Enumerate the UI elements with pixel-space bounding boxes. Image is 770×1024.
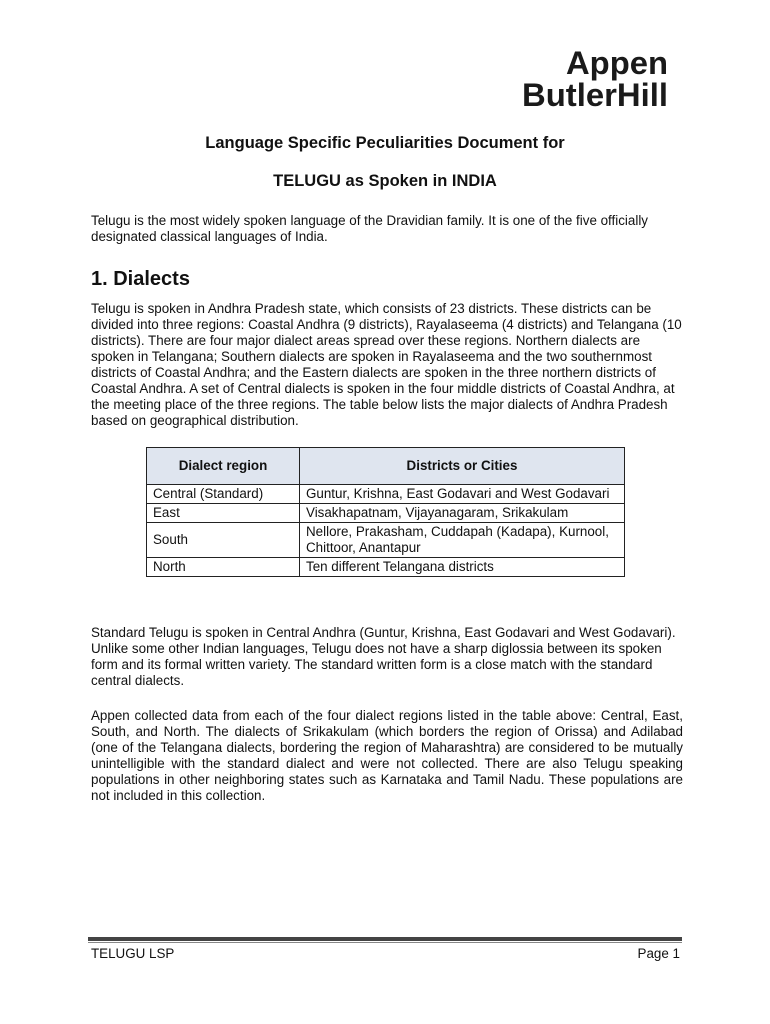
section-heading-dialects: 1. Dialects: [91, 268, 190, 290]
table-cell-districts: Guntur, Krishna, East Godavari and West Godavari: [300, 485, 625, 504]
logo-line-2: ButlerHill: [522, 77, 668, 110]
document-title: Language Specific Peculiarities Document for: [205, 134, 565, 152]
dialect-table: [146, 447, 625, 577]
table-cell-region: Central (Standard): [147, 485, 300, 504]
footer-document-name: TELUGU LSP: [91, 946, 175, 961]
table-header-districts: Districts or Cities: [300, 448, 625, 485]
table-cell-districts: Ten different Telangana districts: [300, 558, 625, 577]
table-cell-region: South: [147, 523, 300, 558]
footer-divider-thin: [88, 942, 682, 943]
document-subtitle: TELUGU as Spoken in INDIA: [273, 172, 497, 190]
table-header-dialect-region: Dialect region: [147, 448, 300, 485]
table-row: [147, 485, 625, 504]
table-row: [147, 504, 625, 523]
dialects-paragraph: Telugu is spoken in Andhra Pradesh state, which consists of 23 districts. These districts can be divided into three regions: Coastal Andhra (9 districts), Rayalaseema (4 districts) and Telangana (10 districts). There are four major dialect areas spread over these regions. Northern dialects are spoken in Telangana; Southern dialects are spoken in Rayalaseema and the two southernmost districts of Coastal Andhra; and the Eastern dialects are spoken in the three northern districts of Coastal Andhra. A set of Central dialects is spoken in the four middle districts of Coastal Andhra, at the meeting place of the three regions. The table below lists the major dialects of Andhra Pradesh based on geographical distribution.: [91, 301, 682, 428]
footer-page-number: Page 1: [637, 946, 680, 961]
appen-butlerhill-logo: [520, 44, 670, 110]
table-row: [147, 523, 625, 558]
logo-line-1: Appen: [566, 45, 668, 81]
table-header-row: [147, 448, 625, 485]
table-cell-region: North: [147, 558, 300, 577]
table-cell-districts: Visakhapatnam, Vijayanagaram, Srikakulam: [300, 504, 625, 523]
intro-paragraph: Telugu is the most widely spoken language of the Dravidian family. It is one of the five officially designated classical languages of India.: [91, 213, 648, 244]
table-row: [147, 558, 625, 577]
table-cell-districts: Nellore, Prakasham, Cuddapah (Kadapa), Kurnool, Chittoor, Anantapur: [300, 523, 625, 558]
table-cell-region: East: [147, 504, 300, 523]
standard-telugu-paragraph: Standard Telugu is spoken in Central Andhra (Guntur, Krishna, East Godavari and West Godavari). Unlike some other Indian languages, Telugu does not have a sharp diglossia between its spoken form and its formal written variety. The standard written form is a close match with the standard central dialects.: [91, 625, 676, 688]
footer-divider: [88, 937, 682, 941]
collection-paragraph: Appen collected data from each of the four dialect regions listed in the table above: Central, East, South, and North. The dialects of Srikakulam (which borders the region of Orissa) and Adilabad (one of the Telangana dialects, bordering the region of Maharashtra) are considered to be mutually unintelligible with the standard dialect and were not collected. There are also Telugu speaking populations in other neighboring states such as Karnataka and Tamil Nadu. These populations are not included in this collection.: [91, 708, 683, 803]
